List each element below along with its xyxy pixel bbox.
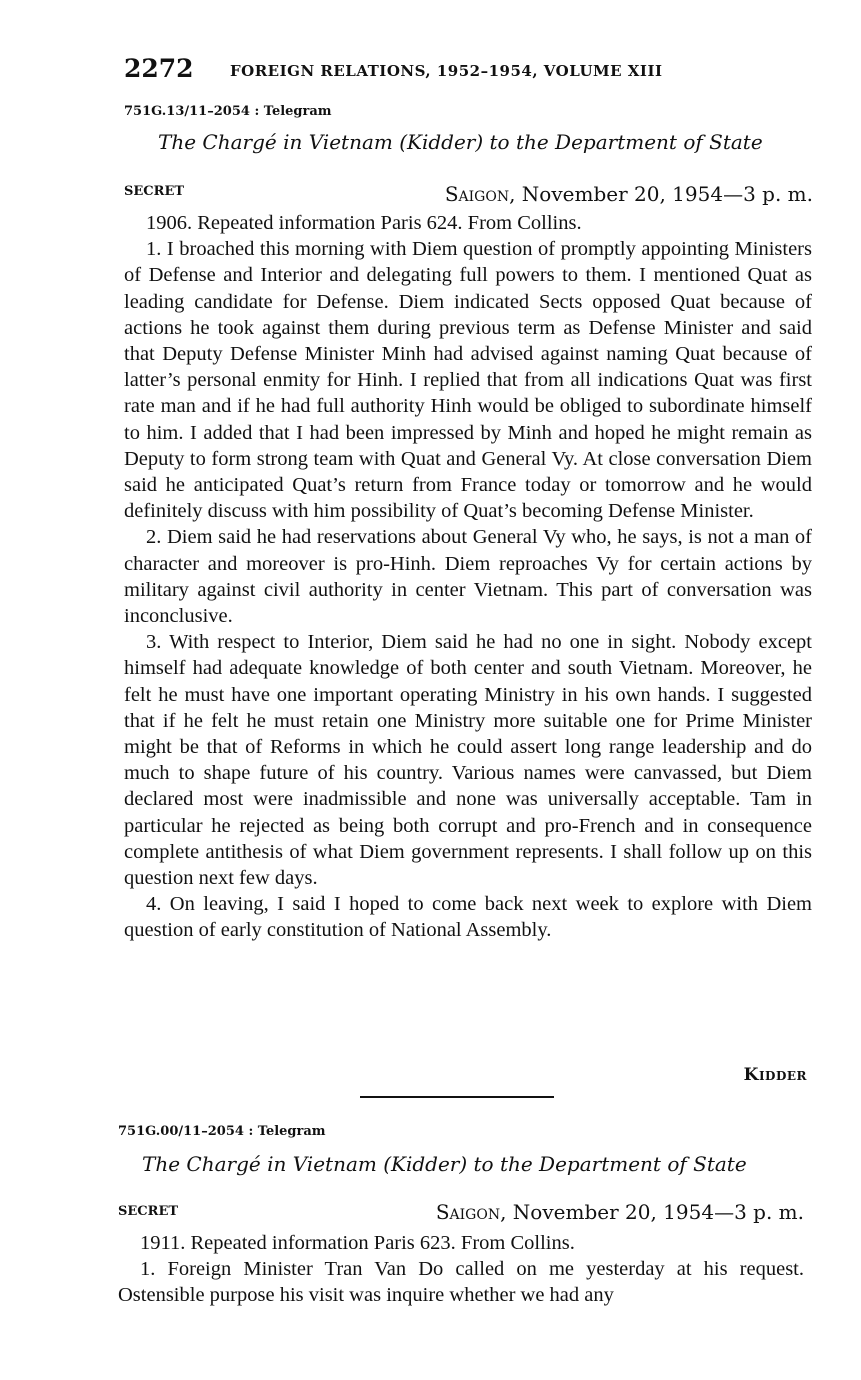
page-number: 2272 xyxy=(124,54,194,83)
doc1-body xyxy=(124,210,812,944)
doc1-paragraph: 1906. Repeated information Paris 624. From Collins. xyxy=(146,212,582,234)
doc2-title: The Chargé in Vietnam (Kidder) to the Department of State xyxy=(142,1152,747,1176)
doc1-classification: SECRET xyxy=(124,184,185,199)
doc1-file-id: 751G.13/11–2054 : Telegram xyxy=(124,104,332,119)
doc1-place: Saigon xyxy=(444,182,510,206)
doc1-paragraph: 4. On leaving, I said I hoped to come back next week to explore with Diem question of early constitution of National Assembly. xyxy=(124,893,812,942)
section-divider xyxy=(360,1096,554,1098)
running-title: FOREIGN RELATIONS, 1952–1954, VOLUME XIII xyxy=(230,62,663,80)
doc1-dateline xyxy=(445,182,813,206)
doc2-classification: SECRET xyxy=(118,1204,179,1219)
doc2-paragraph: 1911. Repeated information Paris 623. From Collins. xyxy=(140,1232,575,1254)
doc2-place: Saigon xyxy=(435,1200,501,1224)
doc2-body xyxy=(118,1230,804,1309)
doc1-paragraph: 1. I broached this morning with Diem question of promptly appointing Ministers of Defense and Interior and delegating full powers to them. I mentioned Quat as leading candidate for Defense. Diem indicated Sects opposed Quat because of actions he took against them during previous term as Defense Minister and said that Deputy Defense Minister Minh had advised against naming Quat because of latter’s personal enmity for Hinh. I replied that from all indications Quat was first rate man and if he had full authority Hinh would be obliged to subordinate himself to him. I added that I had been impressed by Minh and hoped he might remain as Deputy to form strong team with Quat and General Vy. At close conversation Diem said he anticipated Quat’s return from France today or tomorrow and he would definitely discuss with him possibility of Quat’s becoming Defense Minister. xyxy=(124,238,812,523)
doc1-date: , November 20, 1954—3 p. m. xyxy=(509,182,813,206)
doc1-signer: Kidder xyxy=(743,1065,807,1085)
doc1-title: The Chargé in Vietnam (Kidder) to the Department of State xyxy=(158,130,763,154)
doc2-date: , November 20, 1954—3 p. m. xyxy=(500,1200,804,1224)
doc1-paragraph: 3. With respect to Interior, Diem said he had no one in sight. Nobody except himself had adequate knowledge of both center and south Vietnam. Moreover, he felt he must have one important operating Ministry in his own hands. I suggested that if he felt he must retain one Ministry more suitable one for Prime Minister might be that of Reforms in which he could assert long range leadership and do much to shape future of his country. Various names were canvassed, but Diem declared most were inadmissible and none was universally acceptable. Tam in particular he rejected as being both corrupt and pro-French and in consequence complete antithesis of what Diem government represents. I shall follow up on this question next few days. xyxy=(124,631,812,890)
page-header xyxy=(124,54,813,86)
doc2-file-id: 751G.00/11–2054 : Telegram xyxy=(118,1124,326,1139)
doc2-paragraph: 1. Foreign Minister Tran Van Do called on me yesterday at his request. Ostensible purpose his visit was inquire whether we had any xyxy=(118,1258,804,1307)
doc1-paragraph: 2. Diem said he had reservations about General Vy who, he says, is not a man of character and moreover is pro-Hinh. Diem reproaches Vy for certain actions by military against civil authority in center Vietnam. This part of conversation was inconclusive. xyxy=(124,526,812,628)
doc2-dateline xyxy=(436,1200,804,1224)
